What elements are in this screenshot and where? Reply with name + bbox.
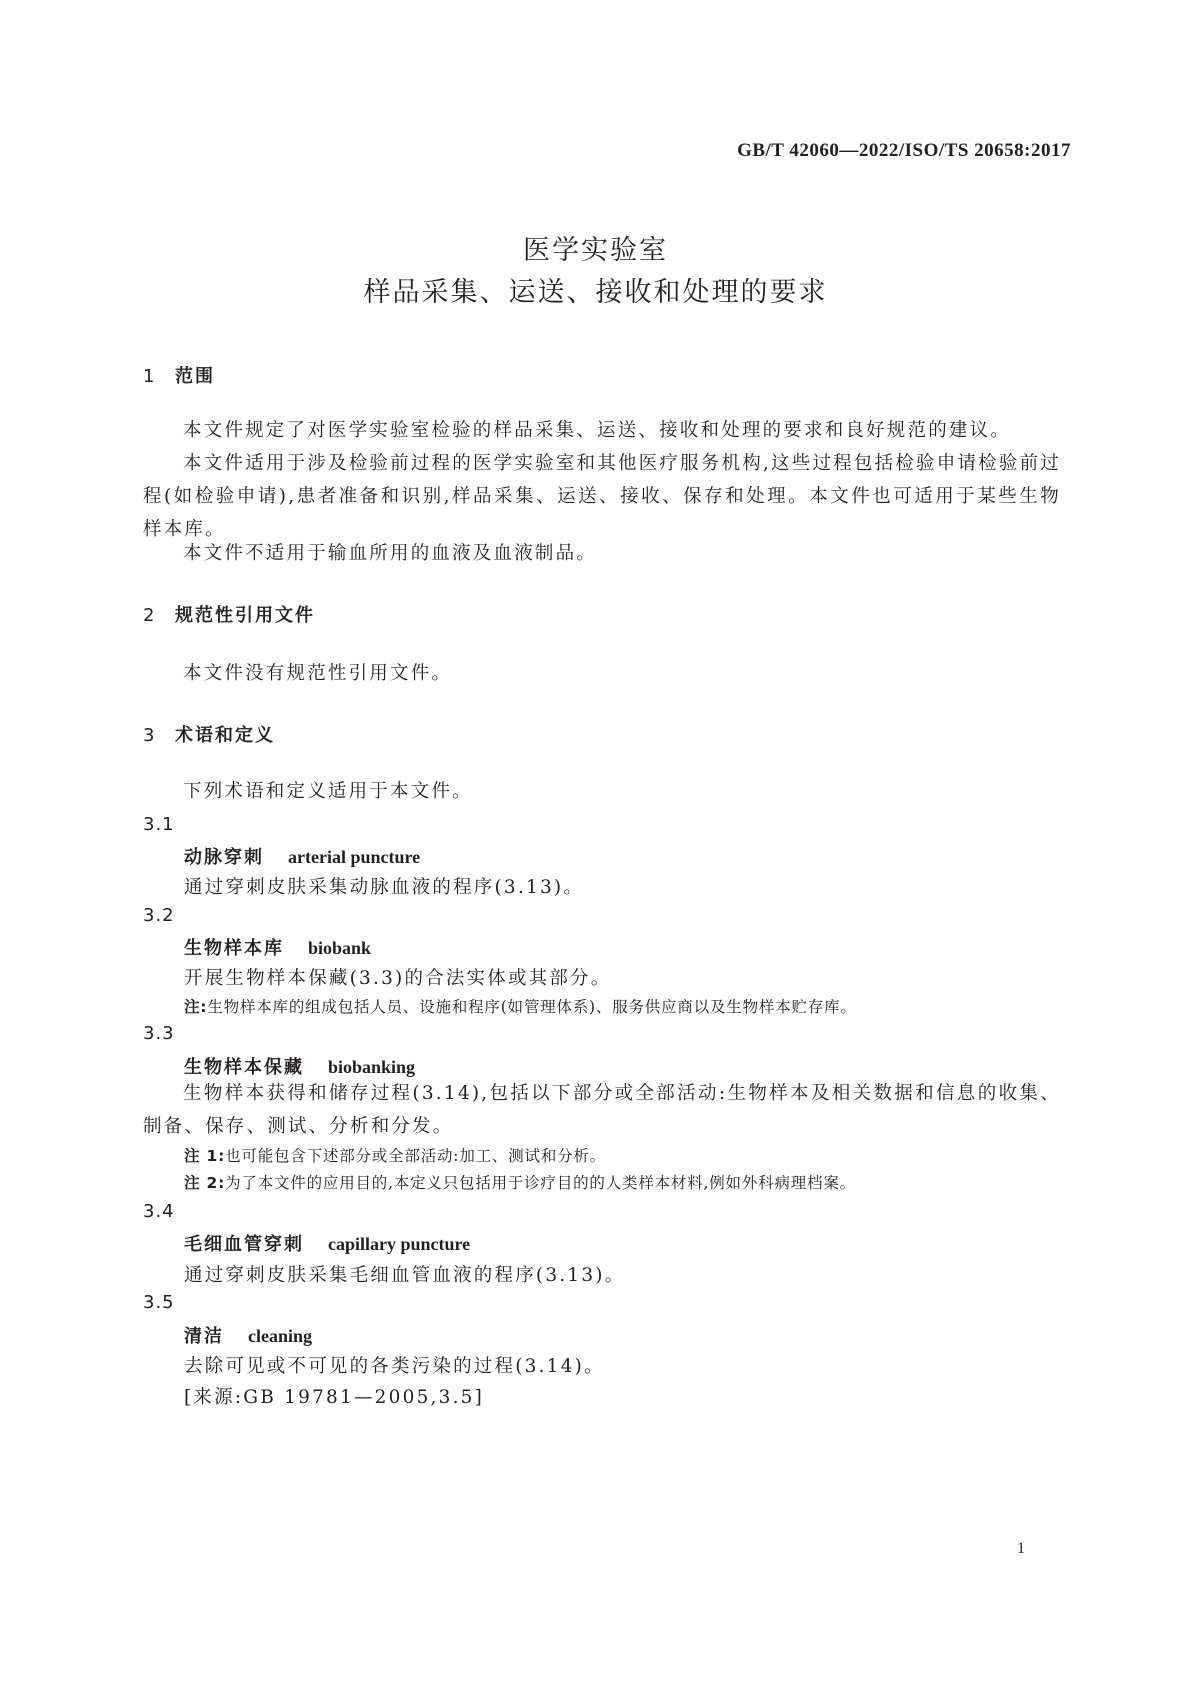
section-title: 规范性引用文件 — [175, 605, 315, 626]
clause-number: 3.1 — [143, 814, 175, 835]
term-zh: 生物样本保藏 — [184, 1057, 304, 1078]
document-id: GB/T 42060—2022/ISO/TS 20658:2017 — [737, 140, 1071, 161]
term-definition: 开展生物样本保藏(3.3)的合法实体或其部分。 — [184, 968, 612, 989]
clause-number: 3.3 — [143, 1023, 175, 1044]
term-heading — [184, 1230, 470, 1256]
term-heading — [184, 1053, 415, 1079]
note-text: 为了本文件的应用目的,本定义只包括用于诊疗目的的人类样本材料,例如外科病理档案。 — [225, 1174, 856, 1192]
term-definition: 生物样本获得和储存过程(3.14),包括以下部分或全部活动:生物样本及相关数据和信息的收集、制备、保存、测试、分析和分发。 — [143, 1083, 1061, 1137]
term-definition: 通过穿刺皮肤采集毛细血管血液的程序(3.13)。 — [184, 1265, 626, 1286]
title-line-2: 样品采集、运送、接收和处理的要求 — [363, 277, 828, 308]
section-number: 1 — [143, 366, 157, 387]
term-en: arterial puncture — [288, 847, 421, 867]
term-note — [184, 995, 857, 1017]
term-en: cleaning — [248, 1326, 313, 1346]
term-en: biobanking — [328, 1057, 416, 1077]
paragraph: 本文件不适用于输血所用的血液及血液制品。 — [183, 543, 598, 564]
section-title: 范围 — [175, 366, 215, 387]
paragraph: 下列术语和定义适用于本文件。 — [183, 781, 473, 802]
page-number: 1 — [1017, 1540, 1025, 1557]
term-en: biobank — [308, 938, 372, 958]
term-zh: 生物样本库 — [184, 938, 284, 959]
term-zh: 清洁 — [184, 1326, 224, 1347]
term-zh: 毛细血管穿刺 — [184, 1234, 304, 1255]
term-definition: 通过穿刺皮肤采集动脉血液的程序(3.13)。 — [184, 877, 585, 898]
term-zh: 动脉穿刺 — [184, 847, 264, 868]
paragraph: 本文件适用于涉及检验前过程的医学实验室和其他医疗服务机构,这些过程包括检验申请检验前过程(如检验申请),患者准备和识别,样品采集、运送、接收、保存和处理。本文件也可适用于某些生物样本库。 — [143, 453, 1061, 540]
term-note — [184, 1144, 606, 1166]
paragraph: 本文件没有规范性引用文件。 — [183, 663, 453, 684]
term-en: capillary puncture — [328, 1234, 471, 1254]
section-number: 2 — [143, 605, 157, 626]
section-3-heading — [143, 721, 275, 747]
term-note — [184, 1171, 856, 1193]
term-definition: 去除可见或不可见的各类污染的过程(3.14)。 — [184, 1356, 605, 1377]
title-line-1: 医学实验室 — [523, 235, 668, 266]
clause-number: 3.5 — [143, 1292, 175, 1313]
note-label: 注 2: — [184, 1174, 226, 1192]
note-label: 注 1: — [184, 1147, 226, 1165]
section-2-heading — [143, 601, 315, 627]
clause-number: 3.4 — [143, 1201, 175, 1222]
term-source: [来源:GB 19781—2005,3.5] — [184, 1387, 485, 1408]
clause-number: 3.2 — [143, 905, 175, 926]
section-title: 术语和定义 — [175, 725, 275, 746]
term-heading — [184, 934, 371, 960]
paragraph: 本文件规定了对医学实验室检验的样品采集、运送、接收和处理的要求和良好规范的建议。 — [183, 420, 1012, 441]
term-heading — [184, 1322, 312, 1348]
note-text: 也可能包含下述部分或全部活动:加工、测试和分析。 — [225, 1147, 607, 1165]
note-text: 生物样本库的组成包括人员、设施和程序(如管理体系)、服务供应商以及生物样本贮存库。 — [207, 998, 857, 1016]
section-1-heading — [143, 362, 215, 388]
section-number: 3 — [143, 725, 157, 746]
term-heading — [184, 843, 420, 869]
note-label: 注: — [184, 998, 208, 1016]
